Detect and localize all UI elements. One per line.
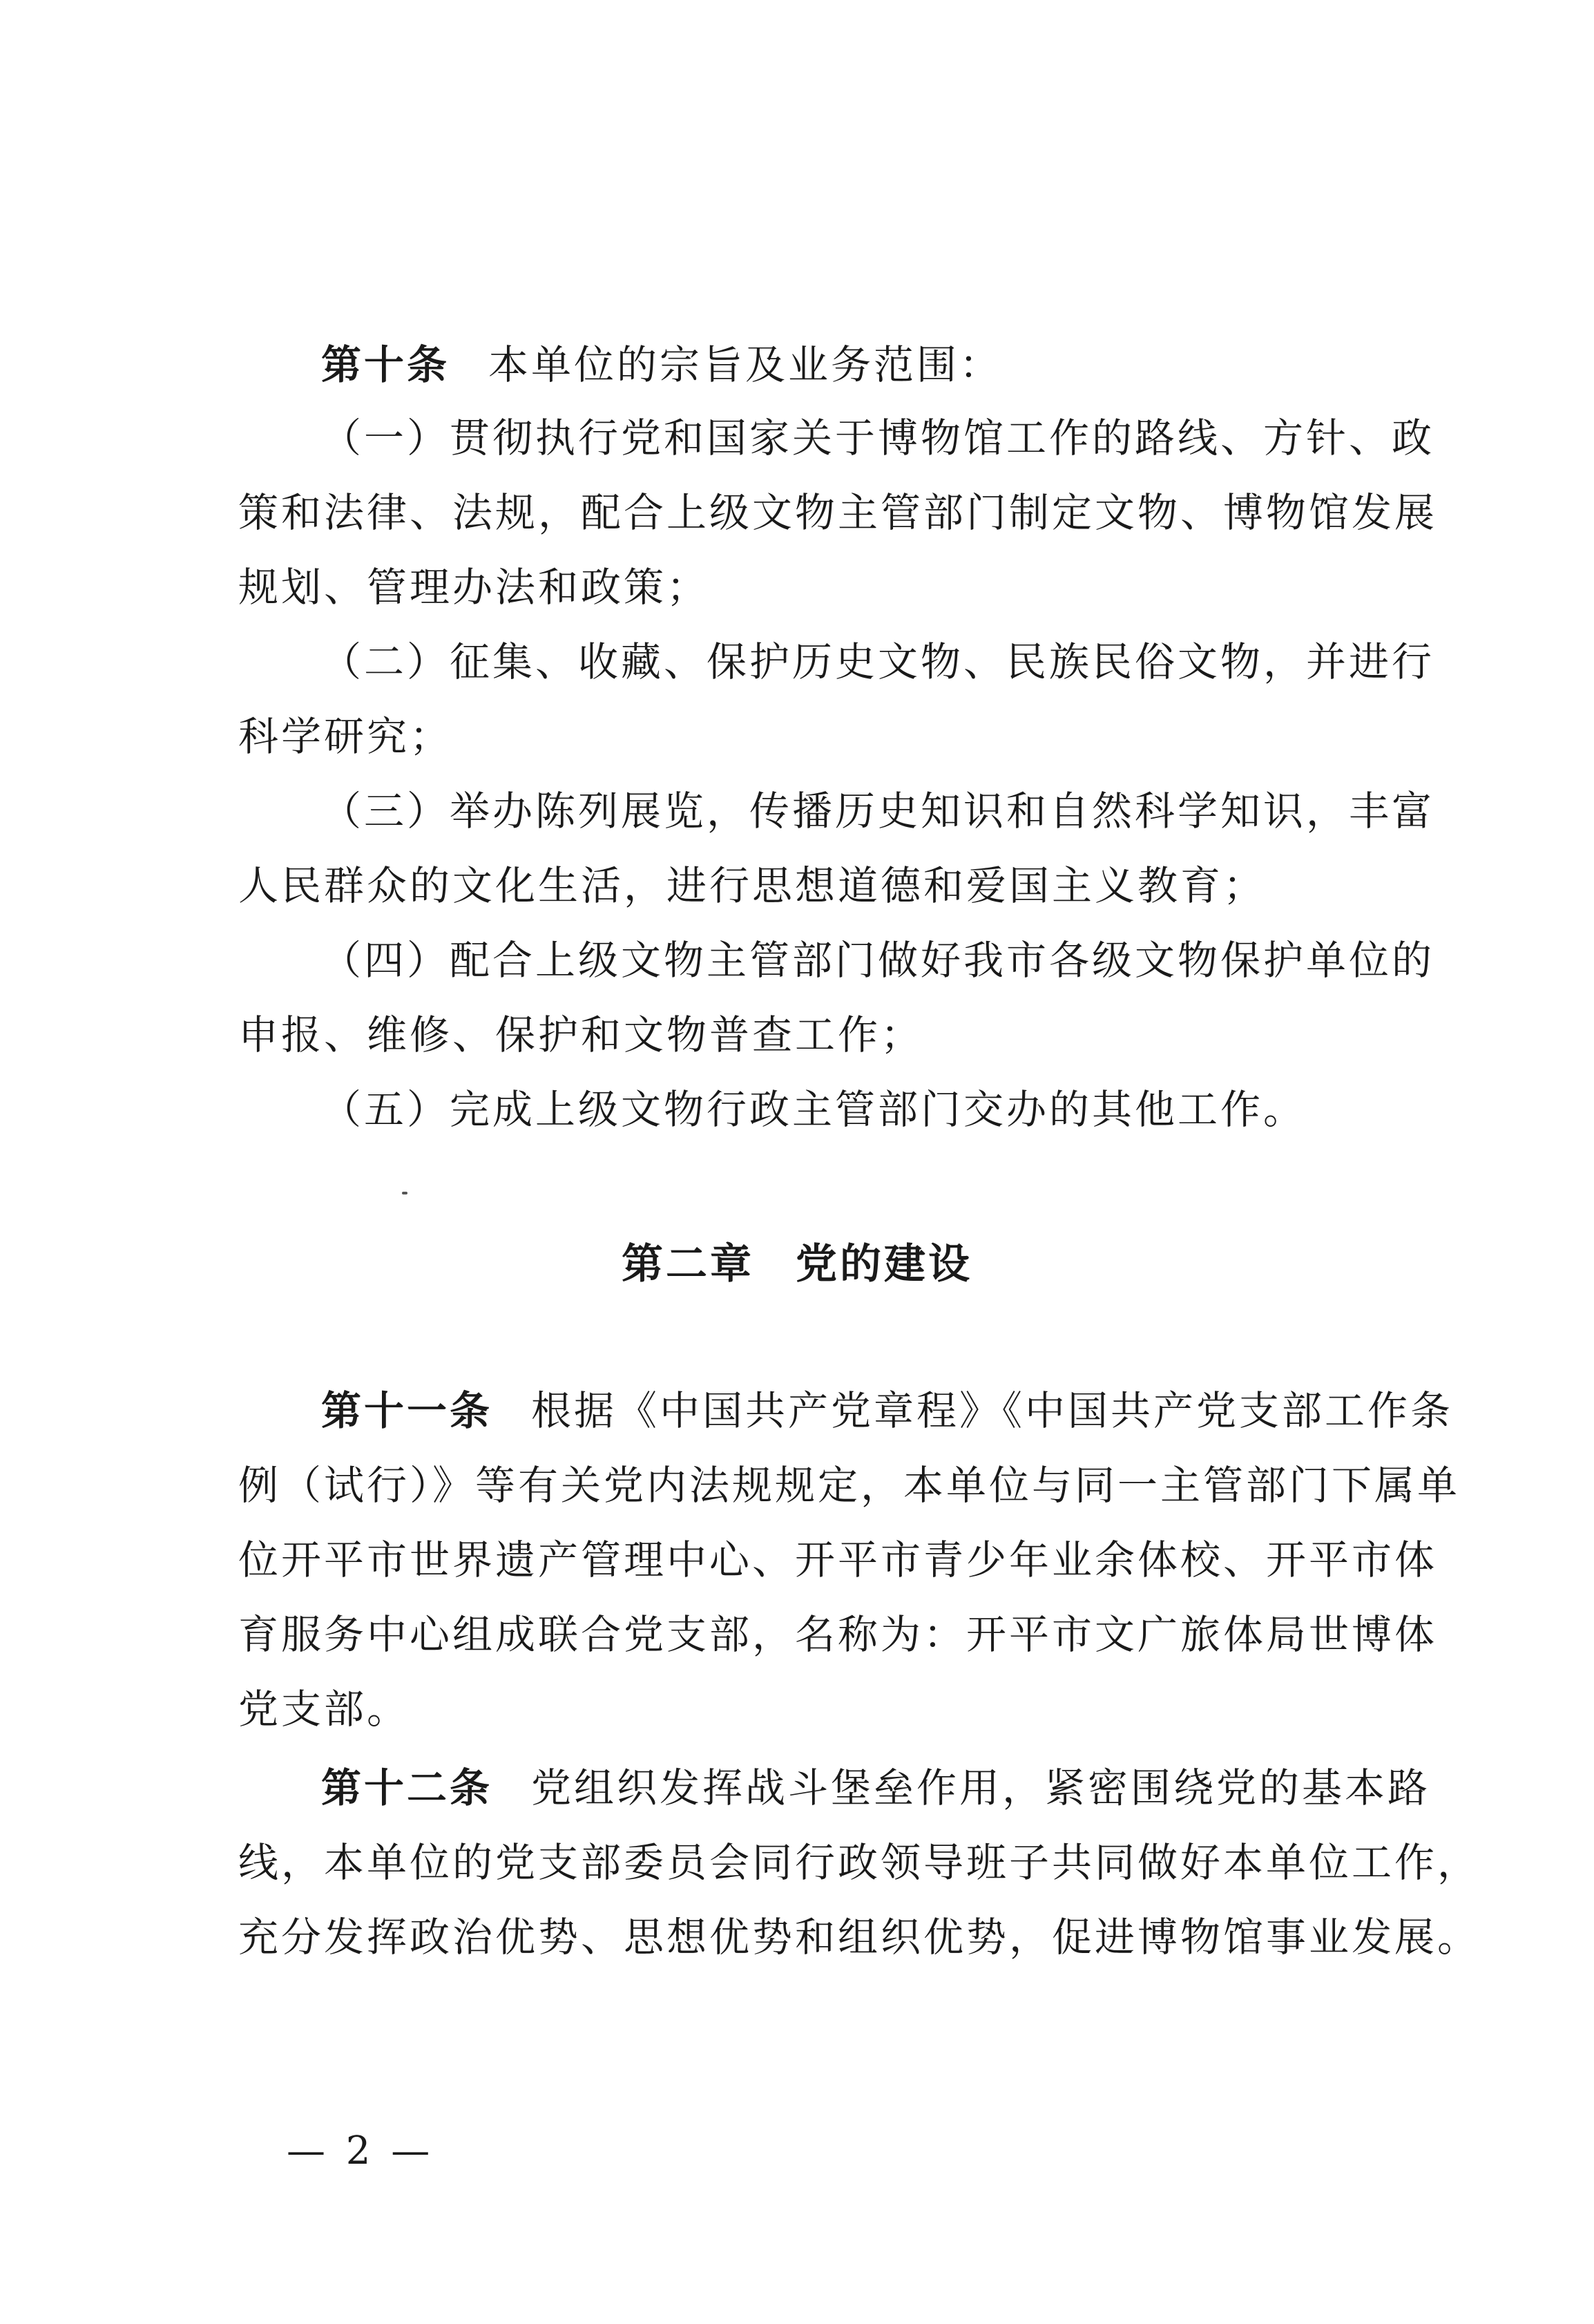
article-12-label: 第十二条 — [321, 1764, 493, 1811]
article-11-line-5: 党支部。 — [238, 1686, 410, 1733]
item-1-line-1: （一）贯彻执行党和国家关于博物馆工作的路线、方针、政 — [321, 415, 1435, 461]
article-12-line-2: 线，本单位的党支部委员会同行政领导班子共同做好本单位工作， — [238, 1839, 1481, 1886]
article-11-line-3: 位开平市世界遗产管理中心、开平市青少年业余体校、开平市体 — [238, 1536, 1438, 1583]
item-1-line-2: 策和法律、法规，配合上级文物主管部门制定文物、博物馆发展 — [238, 489, 1438, 536]
article-12-first: 党组织发挥战斗堡垒作用，紧密围绕党的基本路 — [531, 1764, 1431, 1811]
scan-speck — [402, 1192, 407, 1194]
chapter-2-heading — [0, 1239, 1594, 1289]
article-10-text: 本单位的宗旨及业务范围： — [488, 341, 1003, 388]
article-11-line-4: 育服务中心组成联合党支部，名称为：开平市文广旅体局世博体 — [238, 1611, 1438, 1658]
item-3-line-1: （三）举办陈列展览，传播历史知识和自然科学知识，丰富 — [321, 788, 1435, 835]
article-11-line-2: 例（试行）》等有关党内法规规定，本单位与同一主管部门下属单 — [238, 1462, 1461, 1509]
item-3-line-2: 人民群众的文化生活，进行思想道德和爱国主义教育； — [238, 862, 1267, 909]
item-4-line-2: 申报、维修、保护和文物普查工作； — [238, 1011, 924, 1058]
item-1-line-3: 规划、管理办法和政策； — [238, 564, 710, 611]
item-5-line-1: （五）完成上级文物行政主管部门交办的其他工作。 — [321, 1086, 1307, 1133]
chapter-2-title: 党的建设 — [796, 1240, 972, 1288]
article-11-label: 第十一条 — [321, 1387, 493, 1434]
item-2-line-1: （二）征集、收藏、保护历史文物、民族民俗文物，并进行 — [321, 638, 1435, 685]
page-number: — 2 — — [287, 2128, 434, 2173]
article-12-line-3: 充分发挥政治优势、思想优势和组织优势，促进博物馆事业发展。 — [238, 1914, 1481, 1961]
article-11-first: 根据《中国共产党章程》《中国共产党支部工作条 — [531, 1387, 1454, 1434]
chapter-2-number: 第二章 — [622, 1240, 754, 1288]
article-10-heading — [321, 340, 1378, 390]
item-4-line-1: （四）配合上级文物主管部门做好我市各级文物保护单位的 — [321, 937, 1435, 984]
article-12-line-1 — [321, 1763, 1431, 1813]
item-2-line-2: 科学研究； — [238, 713, 453, 760]
article-11-line-1 — [321, 1386, 1454, 1436]
article-10-label: 第十条 — [321, 341, 450, 388]
